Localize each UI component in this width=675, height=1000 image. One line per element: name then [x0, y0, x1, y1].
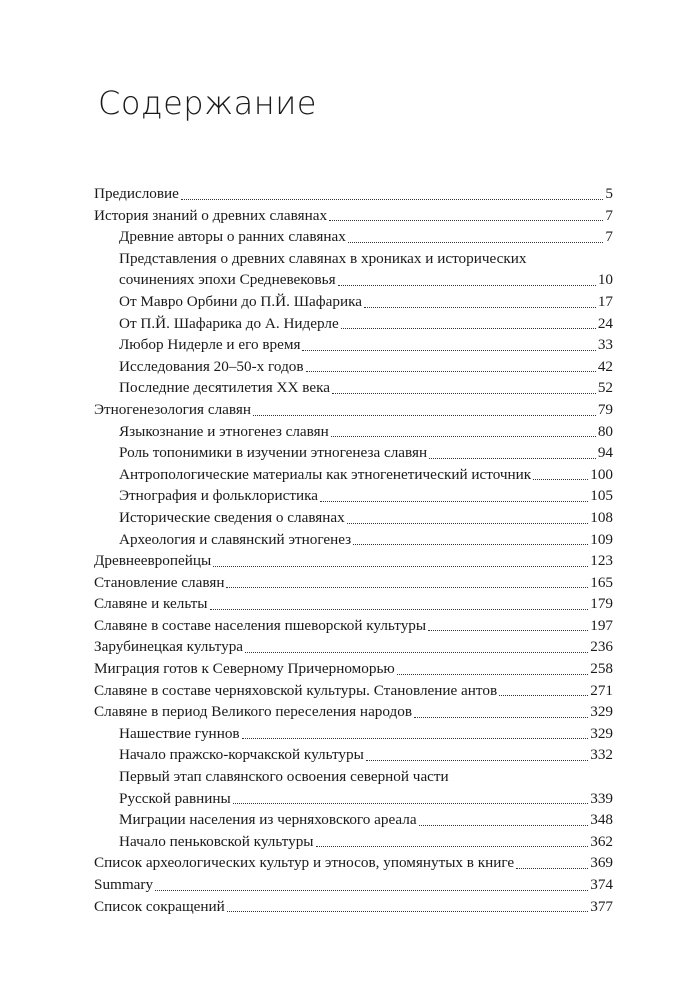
toc-entry-title: Список сокращений	[94, 897, 225, 915]
dot-leader	[516, 868, 588, 869]
dot-leader	[429, 458, 596, 459]
toc-entry-title: Антропологические материалы как этногенетический источник	[119, 465, 532, 483]
dot-leader	[181, 199, 603, 200]
toc-entry-title: Роль топонимики в изучении этногенеза славян	[119, 444, 428, 462]
toc-entry[interactable]	[94, 183, 613, 205]
toc-entry-page-number: 236	[590, 638, 613, 656]
toc-entry[interactable]	[94, 507, 613, 529]
dot-leader	[227, 911, 588, 912]
toc-entry-title: Этногенезология славян	[94, 400, 251, 418]
toc-entry[interactable]	[94, 658, 613, 680]
toc-entry-page-number: 329	[590, 703, 613, 721]
toc-entry-title: История знаний о древних славянах	[94, 206, 328, 224]
toc-entry-title: Славяне и кельты	[94, 595, 208, 613]
toc-entry-page-number: 362	[590, 832, 613, 850]
toc-entry-page-number: 17	[597, 292, 613, 310]
dot-leader	[306, 371, 596, 372]
dot-leader	[338, 285, 596, 286]
toc-entry-page-number: 80	[597, 422, 613, 440]
toc-entry[interactable]	[94, 744, 613, 766]
toc-entry-title: Исследования 20–50-х годов	[119, 357, 304, 375]
toc-entry-title: Любор Нидерле и его время	[119, 336, 301, 354]
toc-entry-title: Нашествие гуннов	[119, 724, 240, 742]
toc-entry[interactable]	[94, 529, 613, 551]
toc-entry-title: Археология и славянский этногенез	[119, 530, 352, 548]
toc-entry-page-number: 179	[590, 595, 613, 613]
toc-entry-title: Древние авторы о ранних славянах	[119, 228, 346, 246]
toc-entry-title: От Мавро Орбини до П.Й. Шафарика	[119, 292, 362, 310]
toc-entry-title: Начало пеньковской культуры	[119, 832, 314, 850]
toc-entry[interactable]	[94, 680, 613, 702]
toc-entry-page-number: 123	[590, 552, 613, 570]
toc-entry-title: сочинениях эпохи Средневековья	[119, 271, 336, 289]
toc-entry-page-number: 339	[590, 789, 613, 807]
toc-entry[interactable]	[94, 226, 613, 248]
dot-leader	[210, 609, 589, 610]
toc-entry[interactable]	[94, 399, 613, 421]
dot-leader	[226, 587, 588, 588]
toc-entry-title: Языкознание и этногенез славян	[119, 422, 329, 440]
toc-entry-title: Зарубинецкая культура	[94, 638, 244, 656]
toc-entry-page-number: 7	[605, 228, 613, 246]
toc-entry-title: Начало пражско-корчакской культуры	[119, 746, 364, 764]
dot-leader	[364, 307, 596, 308]
toc-entry-title: Славяне в составе черняховской культуры. Становление антов	[94, 681, 498, 699]
dot-leader	[397, 674, 588, 675]
dot-leader	[253, 415, 596, 416]
toc-entry[interactable]	[94, 636, 613, 658]
table-of-contents	[94, 183, 613, 917]
toc-entry-page-number: 271	[590, 681, 613, 699]
toc-entry[interactable]	[94, 874, 613, 896]
toc-entry-page-number: 94	[597, 444, 613, 462]
toc-entry-title: Summary	[94, 876, 154, 893]
toc-entry-title: Славяне в составе населения пшеворской культуры	[94, 616, 427, 634]
toc-entry[interactable]	[94, 809, 613, 831]
dot-leader	[233, 803, 588, 804]
toc-entry[interactable]	[94, 593, 613, 615]
toc-entry-page-number: 10	[597, 271, 613, 289]
toc-entry-title: Исторические сведения о славянах	[119, 508, 345, 526]
dot-leader	[320, 501, 588, 502]
toc-entry-page-number: 100	[590, 465, 613, 483]
toc-entry[interactable]	[94, 572, 613, 594]
dot-leader	[245, 652, 588, 653]
toc-entry[interactable]	[94, 356, 613, 378]
toc-entry-page-number: 5	[605, 185, 613, 202]
toc-entry[interactable]	[94, 464, 613, 486]
toc-entry-page-number: 258	[590, 660, 613, 678]
dot-leader	[428, 630, 588, 631]
toc-entry-page-number: 24	[597, 314, 613, 332]
toc-entry[interactable]	[94, 701, 613, 723]
toc-entry-title: Миграции населения из черняховского ареала	[119, 811, 417, 829]
page-title: Содержание	[98, 84, 317, 122]
dot-leader	[316, 846, 589, 847]
toc-entry[interactable]	[94, 291, 613, 313]
toc-entry-title: Русской равнины	[119, 789, 231, 807]
dot-leader	[419, 825, 589, 826]
toc-entry-page-number: 105	[590, 487, 613, 505]
toc-entry-page-number: 7	[605, 206, 613, 224]
toc-entry-page-number: 369	[590, 854, 613, 872]
dot-leader	[348, 242, 604, 243]
toc-entry[interactable]	[94, 485, 613, 507]
toc-entry-page-number: 165	[590, 573, 613, 591]
toc-entry-page-number: 348	[590, 811, 613, 829]
toc-entry-title: Предисловие	[94, 185, 179, 202]
toc-entry-page-number: 79	[597, 400, 613, 418]
toc-entry-title: Славяне в период Великого переселения народов	[94, 703, 413, 721]
toc-entry[interactable]	[94, 205, 613, 227]
toc-entry-page-number: 329	[590, 724, 613, 742]
dot-leader	[329, 220, 603, 221]
toc-entry[interactable]	[94, 442, 613, 464]
toc-entry-page-number: 33	[597, 336, 613, 354]
dot-leader	[499, 695, 588, 696]
toc-entry[interactable]	[94, 723, 613, 745]
toc-entry[interactable]	[94, 788, 613, 810]
toc-entry[interactable]	[94, 269, 613, 291]
toc-entry[interactable]	[94, 421, 613, 443]
dot-leader	[302, 350, 595, 351]
toc-entry-title: Древнеевропейцы	[94, 552, 212, 570]
toc-entry-page-number: 332	[590, 746, 613, 764]
dot-leader	[332, 393, 596, 394]
toc-entry-title: От П.Й. Шафарика до А. Нидерле	[119, 314, 339, 332]
toc-entry-title: Список археологических культур и этносов, упомянутых в книге	[94, 854, 515, 872]
toc-entry-page-number: 377	[590, 897, 613, 915]
toc-entry-first-line: Представления о древних славянах в хрониках и исторических	[119, 249, 527, 267]
dot-leader	[414, 717, 588, 718]
toc-entry[interactable]	[94, 334, 613, 356]
toc-entry-page-number: 109	[590, 530, 613, 548]
toc-entry[interactable]	[94, 831, 613, 853]
toc-entry-page-number: 374	[590, 876, 613, 893]
dot-leader	[366, 760, 588, 761]
dot-leader	[155, 890, 588, 891]
dot-leader	[347, 523, 588, 524]
toc-entry[interactable]	[94, 377, 613, 399]
toc-entry-title: Становление славян	[94, 573, 225, 591]
toc-entry-page-number: 197	[590, 616, 613, 634]
dot-leader	[341, 328, 596, 329]
toc-entry-title: Миграция готов к Северному Причерноморью	[94, 660, 395, 678]
dot-leader	[242, 738, 589, 739]
dot-leader	[213, 566, 588, 567]
dot-leader	[331, 436, 596, 437]
toc-entry[interactable]	[94, 313, 613, 335]
toc-entry-title: Этнография и фольклористика	[119, 487, 319, 505]
toc-entry-page-number: 108	[590, 508, 613, 526]
toc-entry[interactable]	[94, 852, 613, 874]
toc-entry-title: Последние десятилетия XX века	[119, 379, 330, 397]
toc-entry[interactable]	[94, 896, 613, 918]
toc-entry[interactable]	[94, 550, 613, 572]
toc-entry-page-number: 52	[597, 379, 613, 397]
toc-entry[interactable]	[94, 615, 613, 637]
toc-entry-page-number: 42	[597, 357, 613, 375]
toc-entry-first-line: Первый этап славянского освоения северной части	[119, 768, 449, 786]
dot-leader	[533, 479, 588, 480]
dot-leader	[353, 544, 588, 545]
